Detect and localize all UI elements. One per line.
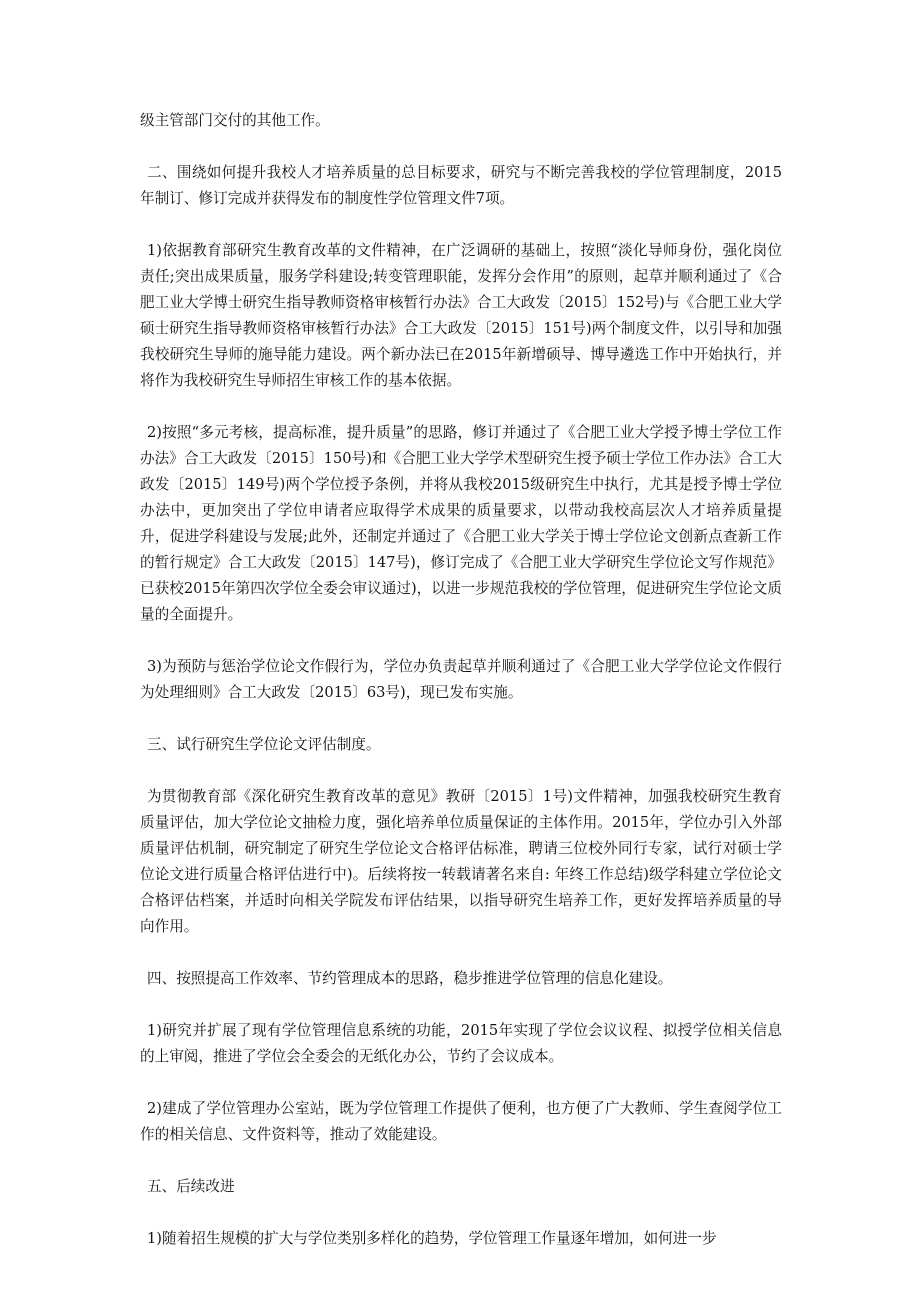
section-heading-5: 五、后续改进 [147,1178,235,1195]
paragraph-item-5-1: 1)随着招生规模的扩大与学位类别多样化的趋势，学位管理工作量逐年增加，如何进一步 [147,1230,717,1247]
section-heading-2: 二、围绕如何提升我校人才培养质量的总目标要求，研究与不断完善我校的学位管理制度，2015年制订、修订完成并获得发布的制度性学位管理文件7项。 [140,164,782,207]
paragraph-item-2-1: 1)依据教育部研究生教育改革的文件精神，在广泛调研的基础上，按照“淡化导师身份，强化岗位责任;突出成果质量，服务学科建设;转变管理职能，发挥分会作用”的原则，起草并顺利通过了《合肥工业大学博士研究生指导教师资格审核暂行办法》合工大政发〔2015〕152号)与《合肥工业大学硕士研究生指导教师资格审核暂行办法》合工大政发〔2015〕151号)两个制度文件，以引导和加强我校研究生导师的施导能力建设。两个新办法已在2015年新增硕导、博导遴选工作中开始执行，并将作为我校研究生导师招生审核工作的基本依据。 [140,242,782,389]
document-body [140,108,782,1252]
paragraph-item-2-2: 2)按照“多元考核，提高标准，提升质量”的思路，修订并通过了《合肥工业大学授予博士学位工作办法》合工大政发〔2015〕150号)和《合肥工业大学学术型研究生授予硕士学位工作办法》合工大政发〔2015〕149号)两个学位授予条例，并将从我校2015级研究生中执行，尤其是授予博士学位办法中，更加突出了学位申请者应取得学术成果的质量要求，以带动我校高层次人才培养质量提升，促进学科建设与发展;此外，还制定并通过了《合肥工业大学关于博士学位论文创新点查新工作的暂行规定》合工大政发〔2015〕147号)，修订完成了《合肥工业大学研究生学位论文写作规范》已获校2015年第四次学位全委会审议通过)，以进一步规范我校的学位管理，促进研究生学位论文质量的全面提升。 [140,424,782,623]
paragraph-item-2-3: 3)为预防与惩治学位论文作假行为，学位办负责起草并顺利通过了《合肥工业大学学位论文作假行为处理细则》合工大政发〔2015〕63号)，现已发布实施。 [140,658,782,701]
paragraph-continuation: 级主管部门交付的其他工作。 [140,112,330,129]
paragraph-item-4-2: 2)建成了学位管理办公室站，既为学位管理工作提供了便利，也方便了广大教师、学生查阅学位工作的相关信息、文件资料等，推动了效能建设。 [140,1100,782,1143]
section-heading-3: 三、试行研究生学位论文评估制度。 [147,736,381,753]
paragraph-section-3: 为贯彻教育部《深化研究生教育改革的意见》教研〔2015〕1号)文件精神，加强我校研究生教育质量评估，加大学位论文抽检力度，强化培养单位质量保证的主体作用。2015年，学位办引入外部质量评估机制，研究制定了研究生学位论文合格评估标准，聘请三位校外同行专家，试行对硕士学位论文进行质量合格评估进行中)。后续将按一转载请著名来自: 年终工作总结)级学科建立学位论文合格评估档案，并适时向相关学院发布评估结果，以指导研究生培养工作，更好发挥培养质量的导向作用。 [140,788,782,935]
section-heading-4: 四、按照提高工作效率、节约管理成本的思路，稳步推进学位管理的信息化建设。 [147,970,673,987]
paragraph-item-4-1: 1)研究并扩展了现有学位管理信息系统的功能，2015年实现了学位会议议程、拟授学位相关信息的上审阅，推进了学位会全委会的无纸化办公，节约了会议成本。 [140,1022,782,1065]
